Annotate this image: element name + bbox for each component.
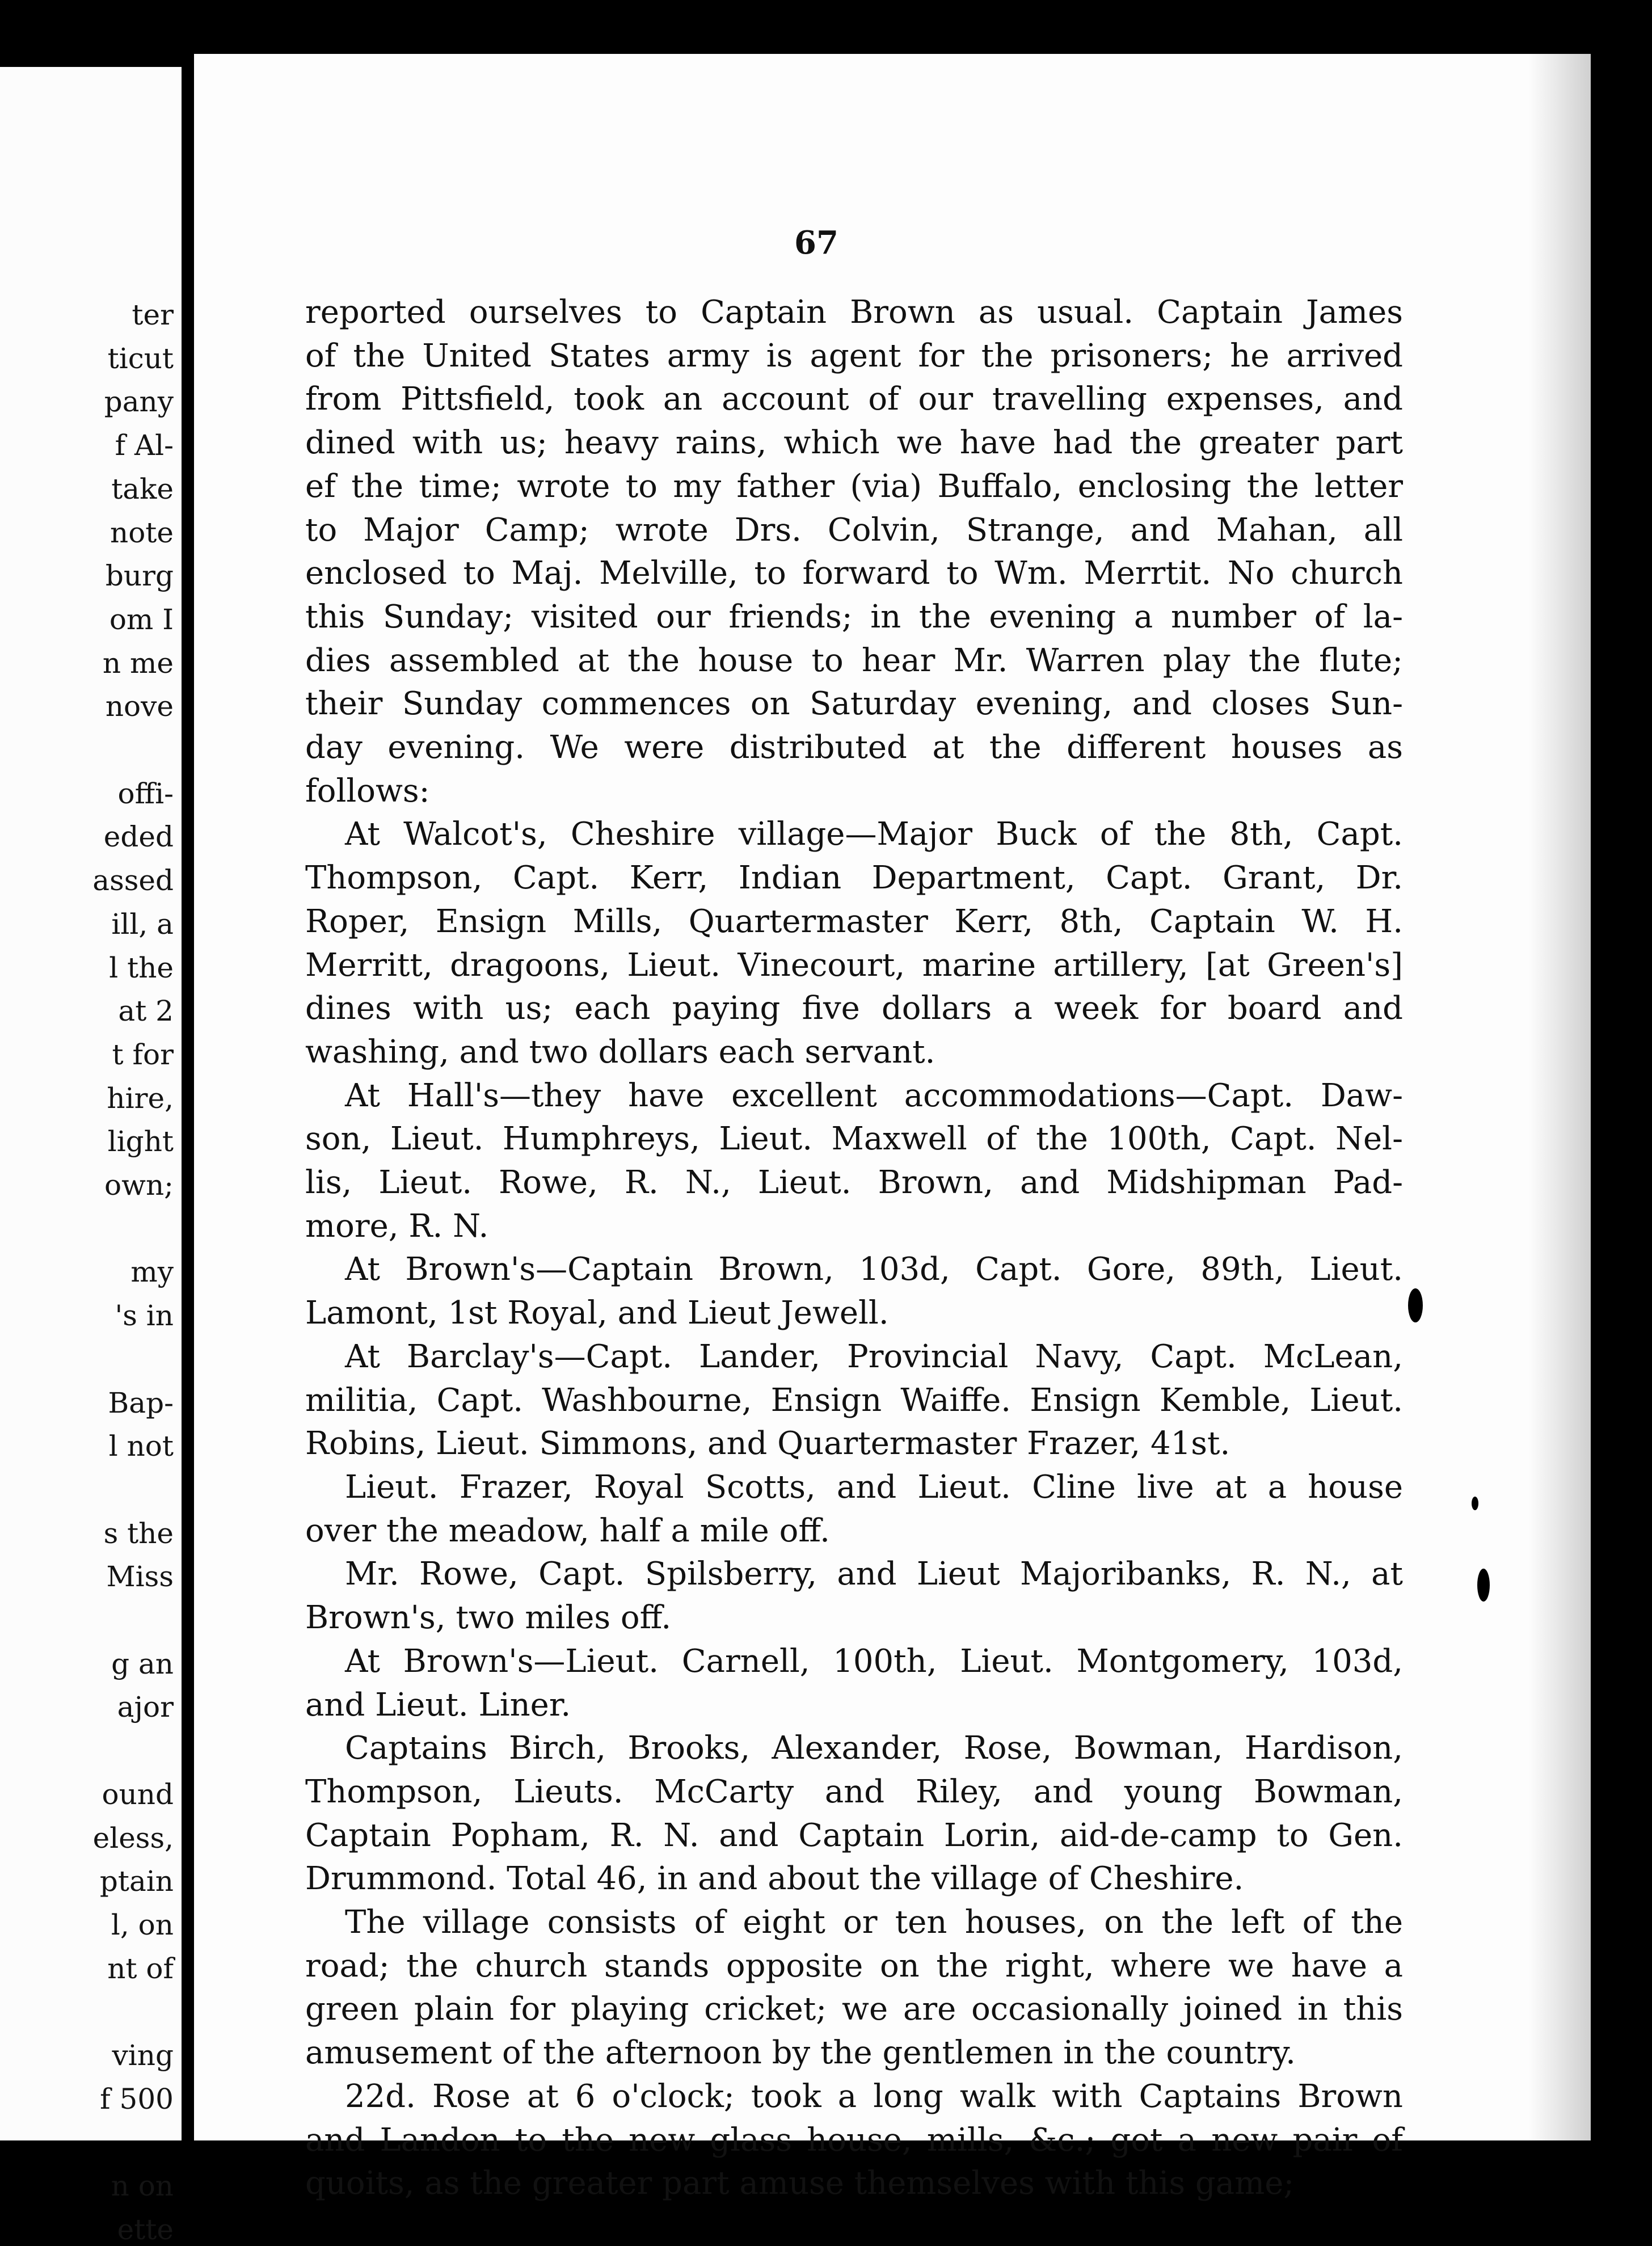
page-gutter <box>182 67 194 2140</box>
ink-blot <box>1472 1497 1478 1510</box>
text-line: The village consists of eight or ten houses, on the left of the <box>345 1904 1403 1941</box>
facing-page-line-fragment: s the <box>103 1516 174 1550</box>
text-line: road; the church stands opposite on the right, where we have a <box>305 1947 1403 1984</box>
facing-page-line-fragment: pany <box>104 385 174 419</box>
text-line: and Lieut. Liner. <box>305 1686 571 1724</box>
facing-page-line-fragment: nove <box>105 690 174 723</box>
paragraph <box>305 1466 1403 1553</box>
facing-page-line-fragment: Miss <box>106 1560 174 1594</box>
text-line: washing, and two dollars each servant. <box>305 1033 935 1071</box>
facing-page-line-fragment: ill, a <box>111 907 174 941</box>
text-line: enclosed to Maj. Melville, to forward to Wm. Merrtit. No church <box>305 555 1403 592</box>
text-line: reported ourselves to Captain Brown as usual. Captain James <box>305 294 1403 331</box>
paragraph <box>305 1727 1403 1901</box>
text-line: and Landon to the new glass house, mills, &c.; got a new pair of <box>305 2121 1403 2159</box>
text-line: Mr. Rowe, Capt. Spilsberry, and Lieut Majoribanks, R. N., at <box>345 1556 1403 1593</box>
text-line: At Hall's—they have excellent accommodations—Capt. Daw- <box>345 1077 1403 1114</box>
facing-page-line-fragment: ptain <box>99 1865 174 1898</box>
ink-blot <box>1477 1569 1490 1602</box>
text-line: this Sunday; visited our friends; in the evening a number of la- <box>305 598 1403 635</box>
text-line: Drummond. Total 46, in and about the village of Cheshire. <box>305 1860 1244 1898</box>
facing-page-line-fragment: take <box>111 472 174 505</box>
ink-blot <box>1408 1288 1423 1322</box>
text-line: At Walcot's, Cheshire village—Major Buck of the 8th, Capt. <box>345 816 1403 853</box>
facing-page-line-fragment: f Al- <box>115 429 174 462</box>
facing-page-line-fragment: offi- <box>117 777 174 810</box>
facing-page-line-fragment: ter <box>132 298 174 331</box>
text-line: to Major Camp; wrote Drs. Colvin, Strange, and Mahan, all <box>305 511 1403 549</box>
text-line: quoits, as the greater part amuse themselves with this game; <box>305 2165 1295 2202</box>
paragraph <box>305 1640 1403 1727</box>
paragraph <box>305 1074 1403 1249</box>
paragraph <box>305 1335 1403 1466</box>
facing-page-line-fragment: burg <box>105 559 174 593</box>
text-line: At Brown's—Captain Brown, 103d, Capt. Gore, 89th, Lieut. <box>345 1251 1403 1288</box>
facing-page-line-fragment: f 500 <box>100 2082 174 2116</box>
page-number: 67 <box>794 224 838 262</box>
facing-page-line-fragment: hire, <box>107 1081 174 1115</box>
facing-page-line-fragment: own; <box>104 1169 174 1202</box>
text-line: dies assembled at the house to hear Mr. Warren play the flute; <box>305 642 1403 679</box>
text-line: green plain for playing cricket; we are occasionally joined in this <box>305 1991 1403 2028</box>
text-line: Captain Popham, R. N. and Captain Lorin, aid-de-camp to Gen. <box>305 1817 1403 1854</box>
facing-page-line-fragment: assed <box>92 864 174 897</box>
paragraph <box>305 2075 1403 2206</box>
text-line: from Pittsfield, took an account of our travelling expenses, and <box>305 381 1403 418</box>
text-line: At Brown's—Lieut. Carnell, 100th, Lieut. Montgomery, 103d, <box>345 1642 1403 1680</box>
facing-page-line-fragment: ving <box>112 2039 174 2072</box>
facing-page-line-fragment: l not <box>108 1430 174 1463</box>
facing-page-line-fragment: ound <box>102 1777 174 1811</box>
facing-page-line-fragment: om I <box>109 602 174 636</box>
paragraph <box>305 291 1403 813</box>
text-line: Thompson, Capt. Kerr, Indian Department, Capt. Grant, Dr. <box>305 859 1403 897</box>
facing-page-line-fragment: ajor <box>117 1691 174 1724</box>
text-line: their Sunday commences on Saturday evening, and closes Sun- <box>305 685 1403 723</box>
page-body-text <box>305 291 1403 2206</box>
text-line: dined with us; heavy rains, which we have had the greater part <box>305 424 1403 462</box>
facing-page-line-fragment: light <box>107 1125 174 1158</box>
facing-page-line-fragment: l, on <box>111 1908 174 1941</box>
text-line: day evening. We were distributed at the different houses as <box>305 729 1403 766</box>
facing-page-line-fragment: at 2 <box>118 995 174 1028</box>
facing-page-line-fragment: Bap- <box>108 1386 174 1419</box>
facing-page-line-fragment: nt of <box>107 1952 174 1985</box>
text-line: Merritt, dragoons, Lieut. Vinecourt, marine artillery, [at Green's] <box>305 946 1403 984</box>
text-line: son, Lieut. Humphreys, Lieut. Maxwell of the 100th, Capt. Nel- <box>305 1120 1403 1158</box>
facing-page-line-fragment: my <box>130 1255 174 1289</box>
text-line: Lamont, 1st Royal, and Lieut Jewell. <box>305 1295 889 1332</box>
text-line: lis, Lieut. Rowe, R. N., Lieut. Brown, and Midshipman Pad- <box>305 1164 1403 1202</box>
facing-page-line-fragment: n me <box>102 646 174 680</box>
facing-page-line-fragment: n on <box>111 2169 174 2203</box>
paragraph <box>305 813 1403 1074</box>
paragraph <box>305 1553 1403 1640</box>
text-line: of the United States army is agent for the prisoners; he arrived <box>305 337 1403 374</box>
facing-page-line-fragment: ticut <box>107 342 174 375</box>
text-line: Robins, Lieut. Simmons, and Quartermaster Frazer, 41st. <box>305 1425 1230 1463</box>
text-line: Captains Birch, Brooks, Alexander, Rose, Bowman, Hardison, <box>345 1730 1403 1767</box>
text-line: Lieut. Frazer, Royal Scotts, and Lieut. Cline live at a house <box>345 1468 1403 1506</box>
facing-page-line-fragment: 's in <box>115 1299 174 1333</box>
facing-page-line-fragment: g an <box>111 1647 174 1680</box>
text-line: more, R. N. <box>305 1207 489 1245</box>
paragraph <box>305 1248 1403 1335</box>
text-line: 22d. Rose at 6 o'clock; took a long walk with Captains Brown <box>345 2078 1403 2115</box>
paragraph <box>305 1901 1403 2075</box>
facing-page-fragment <box>0 67 182 2246</box>
text-line: dines with us; each paying five dollars a week for board and <box>305 990 1403 1027</box>
text-line: Thompson, Lieuts. McCarty and Riley, and young Bowman, <box>305 1773 1403 1810</box>
facing-page-line-fragment: eded <box>103 820 174 854</box>
facing-page-line-fragment: eless, <box>92 1821 174 1855</box>
facing-page-line-fragment: t for <box>112 1038 174 1071</box>
book-page <box>194 54 1591 2202</box>
text-line: Roper, Ensign Mills, Quartermaster Kerr, 8th, Captain W. H. <box>305 903 1403 940</box>
facing-page-line-fragment: l the <box>109 951 174 984</box>
facing-page-line-fragment: note <box>110 516 174 549</box>
text-line: ef the time; wrote to my father (via) Buffalo, enclosing the letter <box>305 467 1403 505</box>
text-line: At Barclay's—Capt. Lander, Provincial Navy, Capt. McLean, <box>345 1338 1403 1375</box>
text-line: follows: <box>305 772 430 810</box>
text-line: amusement of the afternoon by the gentlemen in the country. <box>305 2034 1296 2072</box>
text-line: militia, Capt. Washbourne, Ensign Waiffe. Ensign Kemble, Lieut. <box>305 1381 1403 1419</box>
facing-page-line-fragment: ette <box>117 2213 174 2246</box>
text-line: Brown's, two miles off. <box>305 1599 672 1637</box>
text-line: over the meadow, half a mile off. <box>305 1512 830 1549</box>
